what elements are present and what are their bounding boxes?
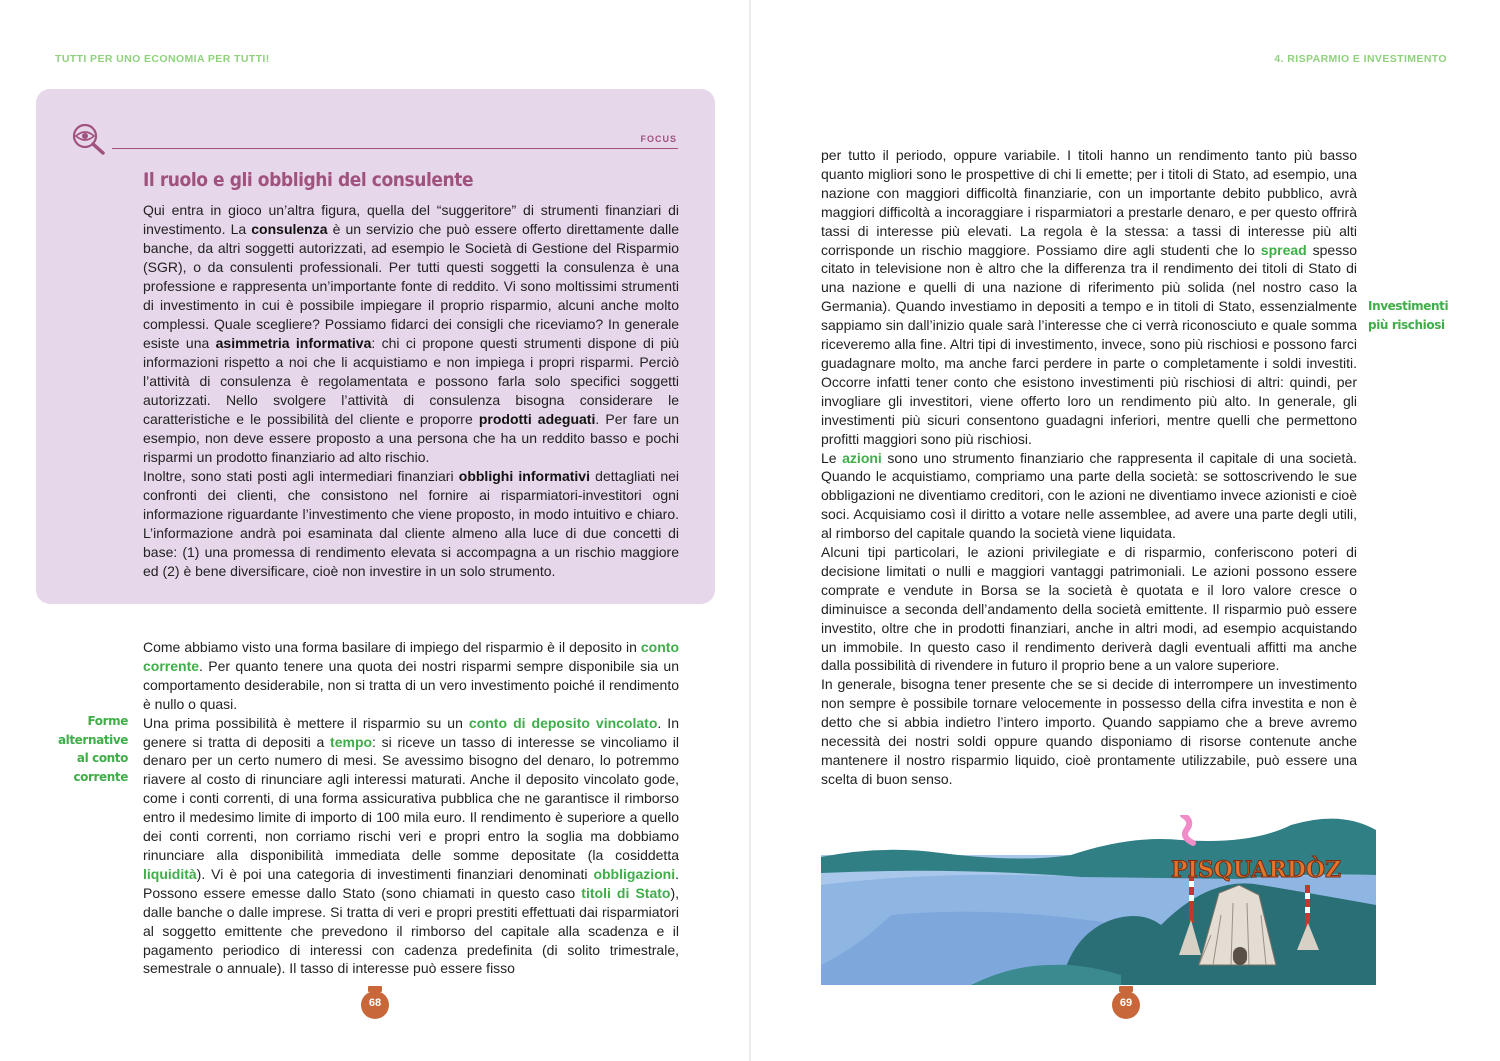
term-titoli-di-stato: titoli di Stato: [581, 884, 671, 901]
term-consulenza: consulenza: [251, 221, 328, 237]
focus-divider: [112, 148, 678, 149]
right-paragraph-4: In generale, bisogna tener presente che se si decide di interrompere un investimento non sempre è possibile tornare velocemente in possesso della cifra investita e non è detto che si abbia indietro l’intero importo. Quando sappiamo che a breve avremo necessità dei nostri soldi oppure quando disponiamo di risorse contenute anche mantenere il nostro risparmio liquido, cioè prontamente utilizzabile, può essere una scelta di buon senso.: [821, 676, 1357, 787]
page-number-left: 68: [360, 986, 390, 1020]
focus-paragraph-1: Qui entra in gioco un’altra figura, quella del “suggeritore” di strumenti finanziari di investimento. La consulenza è un servizio che può essere offerto direttamente dalle banche, da altri soggetti autorizzati, ad esempio le Società di Gestione del Risparmio (SGR), o da consulenti professionali. Per tutti questi soggetti la consulenza è una professione e rappresenta un’importante fonte di reddito. Vi sono moltissimi strumenti di investimento in cui è possibile impiegare il proprio risparmio, alcuni anche molto complessi. Quale scegliere? Possiamo fidarci dei consigli che riceviamo? In generale esiste una asimmetria informativa: chi ci propone questi strumenti dispone di più informazioni rispetto a noi che li acquistiamo e non impiega i propri risparmi. Perciò l’attività di consulenza è regolamentata e possono farla solo specifici soggetti autorizzati. Nello svolgere l’attività di consulenza bisogna considerare le caratteristiche e le possibilità del cliente e proporre prodotti adeguati. Per fare un esempio, non deve essere proposto a una persona che ha un reddito basso e pochi risparmi un prodotto finanziario ad alto rischio.: [143, 202, 680, 465]
term-tempo: tempo: [330, 733, 373, 750]
left-paragraph-2: Una prima possibilità è mettere il risparmio su un conto di deposito vincolato. In genere si tratta di depositi a tempo: si riceve un tasso di interesse se vincoliamo il denaro per un certo numero di mesi. Se avessimo bisogno del denaro, lo potremmo riavere al costo di rinunciare agli interessi maturati. Anche il deposito vincolato gode, come i conti correnti, di una forma assicurativa pubblica che ne garantisce il rimborso entro il medesimo limite di importo di 100 mila euro. Il rendimento è superiore a quello dei conti correnti, non corriamo rischi veri e propri entro la soglia ma dobbiamo rinunciare alla disponibilità immediata delle somme depositate (la cosiddetta liquidità). Vi è poi una categoria di investimenti finanziari denominati obbligazioni. Possono essere emesse dallo Stato (sono chiamati in questo caso titoli di Stato), dalle banche o dalle imprese. Si tratta di veri e propri prestiti effettuati dai risparmiatori al soggetto emittente che prevedono il rimborso del capitale alla scadenza e il pagamento periodico di interessi con cadenza predefinita (di solito trimestrale, semestrale o annuale). Il tasso di interesse può essere fisso: [143, 714, 680, 977]
page-number-right: 69: [1111, 986, 1141, 1020]
margin-note-left: Forme alternative al conto corrente: [57, 714, 128, 784]
focus-paragraph-2: Inoltre, sono stati posti agli intermediari finanziari obblighi informativi dettagliati nei confronti dei clienti, che consistono nel fornire ai risparmiatori-investitori ogni informazione riguardante l’investimento che viene proposto, in modo intuitivo e chiaro. L’informazione andrà poi esaminata dal cliente almeno alla luce di due concetti di base: (1) una promessa di rendimento elevata si accompagna a un rischio maggiore ed (2) è bene diversificare, cioè non investire in un solo strumento.: [143, 468, 679, 579]
term-prodotti-adeguati: prodotti adeguati: [478, 411, 596, 427]
focus-title: Il ruolo e gli obblighi del consulente: [143, 169, 474, 191]
right-paragraph-3: Alcuni tipi particolari, le azioni privilegiate e di risparmio, conferiscono poteri di decisione limitati o nulli e maggiori vantaggi patrimoniali. Le azioni possono essere comprate e vendute in Borsa se la società è quotata e il loro valore cresce o diminuisce a seconda dell’andamento della società emittente. Il risparmio può essere investito, oltre che in prodotti finanziari, anche in altri modi, ad esempio acquistando un immobile. In questo caso il rendimento deriverà dagli eventuali affitti ma anche dalla possibilità di rivendere in futuro il proprio bene a un valore superiore.: [821, 544, 1357, 674]
left-page-body: [143, 638, 679, 978]
right-paragraph-2: Le azioni sono uno strumento finanziario che rappresenta il capitale di una società. Quando le acquistiamo, compriamo una parte della società: se sottoscrivendo le sue obbligazioni ne diventiamo creditori, con le azioni ne diventiamo invece azionisti e cioè soci. Acquisiamo così il diritto a votare nelle assemblee, ad avere una parte degli utili, al rimborso del capitale quando la società viene liquidata.: [821, 449, 1357, 542]
running-header-right: 4. RISPARMIO E INVESTIMENTO: [1274, 53, 1447, 65]
term-liquidita: liquidità: [143, 865, 197, 882]
margin-note-right: Investimenti più rischiosi: [1368, 299, 1449, 332]
pisquardoz-landscape-illustration: [821, 815, 1376, 985]
term-conto-deposito-vincolato: conto di deposito vincolato: [468, 714, 658, 731]
term-obbligazioni: obbligazioni: [593, 865, 676, 882]
left-paragraph-1: Come abbiamo visto una forma basilare di impiego del risparmio è il deposito in conto corrente. Per quanto tenere una quota dei nostri risparmi sempre disponibile sia un comportamento desiderabile, non si tratta di un vero investimento poiché il rendimento è nullo o quasi.: [143, 639, 679, 712]
running-header-left: TUTTI PER UNO ECONOMIA PER TUTTI!: [55, 53, 270, 65]
focus-box: [36, 89, 715, 604]
focus-body: [143, 201, 679, 581]
magnifier-eye-icon: [69, 122, 109, 156]
term-obblighi-informativi: obblighi informativi: [458, 468, 590, 484]
term-conto-corrente: conto corrente: [143, 639, 679, 674]
focus-label: FOCUS: [640, 134, 677, 144]
illustration-label: PISQUARDÒZ: [1171, 857, 1342, 883]
term-asimmetria-informativa: asimmetria informativa: [215, 335, 372, 351]
term-azioni: azioni: [842, 449, 882, 466]
right-paragraph-1: per tutto il periodo, oppure variabile. I titoli hanno un rendimento tanto più basso quanto migliori sono le prospettive di chi li emette; per i titoli di Stato, ad esempio, una nazione con maggiori difficoltà finanziarie, con un importante debito pubblico, avrà maggiori difficoltà a incoraggiare i risparmiatori a prestarle denaro, e per questo offrirà tassi di interesse più elevati. La regola è la stessa: a tassi di interesse più alti corrisponde un rischio maggiore. Possiamo dire agli studenti che lo spread spesso citato in televisione non è altro che la differenza tra il rendimento dei titoli di Stato di una nazione e quelli di una nazione di riferimento più solida (nel nostro caso la Germania). Quando investiamo in depositi a tempo e in titoli di Stato, essenzialmente sappiamo sin dall’inizio quale sarà l’interesse che ci verrà riconosciuto e quale somma riceveremo alla fine. Altri tipi di investimento, invece, sono più rischiosi e possono farci guadagnare molto, ma anche farci perdere in parte o completamente i soldi investiti. Occorre infatti tener conto che esistono investimenti più rischiosi di altri: quindi, per invogliare gli investitori, viene offerto loro un rendimento più alto. In generale, gli investimenti più sicuri consentono guadagni inferiori, mentre quelli che permettono profitti maggiori sono più rischiosi.: [821, 147, 1357, 447]
page-gutter: [749, 0, 751, 1061]
right-page-body: [821, 146, 1357, 789]
term-spread: spread: [1260, 241, 1307, 258]
